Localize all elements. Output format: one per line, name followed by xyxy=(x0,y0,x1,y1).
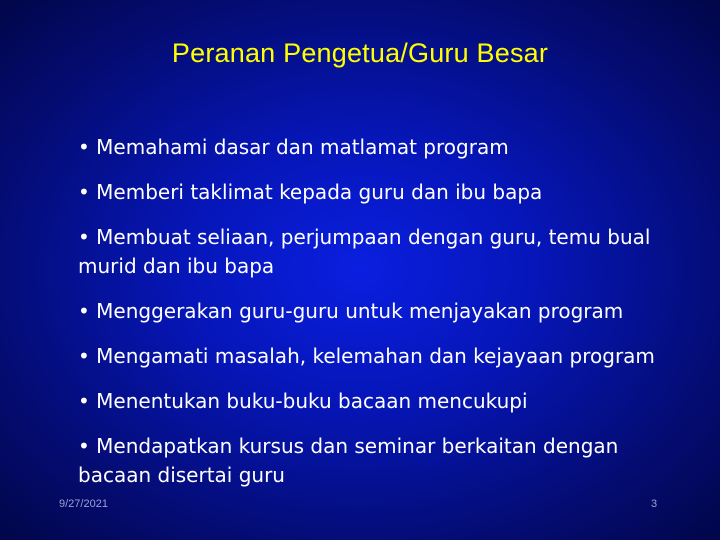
bullet-item: • Menggerakan guru-guru untuk menjayakan program xyxy=(78,297,678,326)
bullet-item: • Memberi taklimat kepada guru dan ibu bapa xyxy=(78,178,678,207)
bullet-item: • Mendapatkan kursus dan seminar berkaitan dengan bacaan disertai guru xyxy=(78,432,678,490)
bullet-item: • Mengamati masalah, kelemahan dan kejayaan program xyxy=(78,342,678,371)
bullet-item: • Menentukan buku-buku bacaan mencukupi xyxy=(78,387,678,416)
bullet-list xyxy=(78,133,678,506)
page-number: 3 xyxy=(651,498,658,510)
bullet-item: • Memahami dasar dan matlamat program xyxy=(78,133,678,162)
slide-title: Peranan Pengetua/Guru Besar xyxy=(171,38,549,68)
footer-date: 9/27/2021 xyxy=(59,498,108,510)
bullet-item: • Membuat seliaan, perjumpaan dengan guru, temu bual murid dan ibu bapa xyxy=(78,223,678,281)
